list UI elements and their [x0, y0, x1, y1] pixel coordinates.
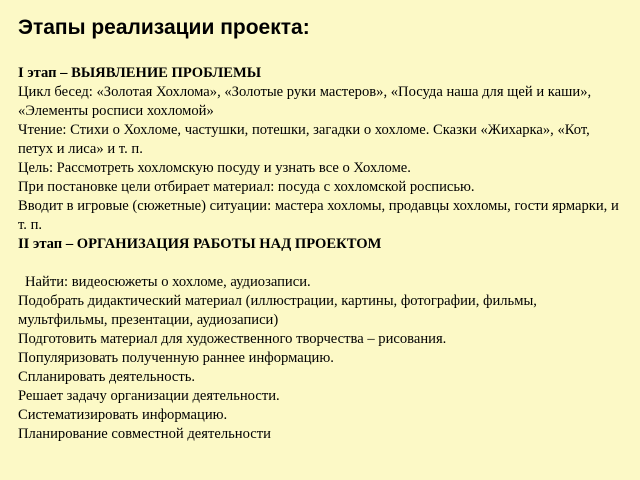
stage2-item-plan: Спланировать деятельность.	[18, 369, 196, 385]
stage1-reading: Чтение: Стихи о Хохломе, частушки, потешки, загадки о хохломе. Сказки «Жихарка», «Кот, петух и лиса» и т. п.	[18, 122, 590, 157]
stage2-item-systematize: Систематизировать информацию.	[18, 407, 228, 423]
stage2-item-prepare: Подготовить материал для художественного творчества – рисования.	[18, 331, 447, 347]
stage2-item-popularize: Популяризовать полученную раннее информацию.	[18, 350, 334, 366]
stage1-goal: Цель: Рассмотреть хохломскую посуду и узнать все о Хохломе.	[18, 160, 411, 176]
stage2-item-joint-planning: Планирование совместной деятельности	[18, 426, 271, 442]
stage1-games: Вводит в игровые (сюжетные) ситуации: мастера хохломы, продавцы хохломы, гости ярмарки, и т. п.	[18, 198, 619, 233]
stage2-item-organize: Решает задачу организации деятельности.	[18, 388, 280, 404]
stage2-item-didactic: Подобрать дидактический материал (иллюстрации, картины, фотографии, фильмы, мультфильмы, презентации, аудиозаписи)	[18, 293, 537, 328]
stage1-conversations: Цикл бесед: «Золотая Хохлома», «Золотые руки мастеров», «Посуда наша для щей и каши», «Элементы росписи хохломой»	[18, 84, 592, 119]
slide-content	[18, 64, 628, 444]
stage2-heading: II этап – ОРГАНИЗАЦИЯ РАБОТЫ НАД ПРОЕКТОМ	[18, 236, 382, 252]
stage1-material: При постановке цели отбирает материал: посуда с хохломской росписью.	[18, 179, 475, 195]
stage1-heading: I этап – ВЫЯВЛЕНИЕ ПРОБЛЕМЫ	[18, 65, 262, 81]
slide-title: Этапы реализации проекта:	[18, 16, 310, 39]
stage2-item-find: Найти: видеосюжеты о хохломе, аудиозаписи.	[25, 274, 311, 290]
